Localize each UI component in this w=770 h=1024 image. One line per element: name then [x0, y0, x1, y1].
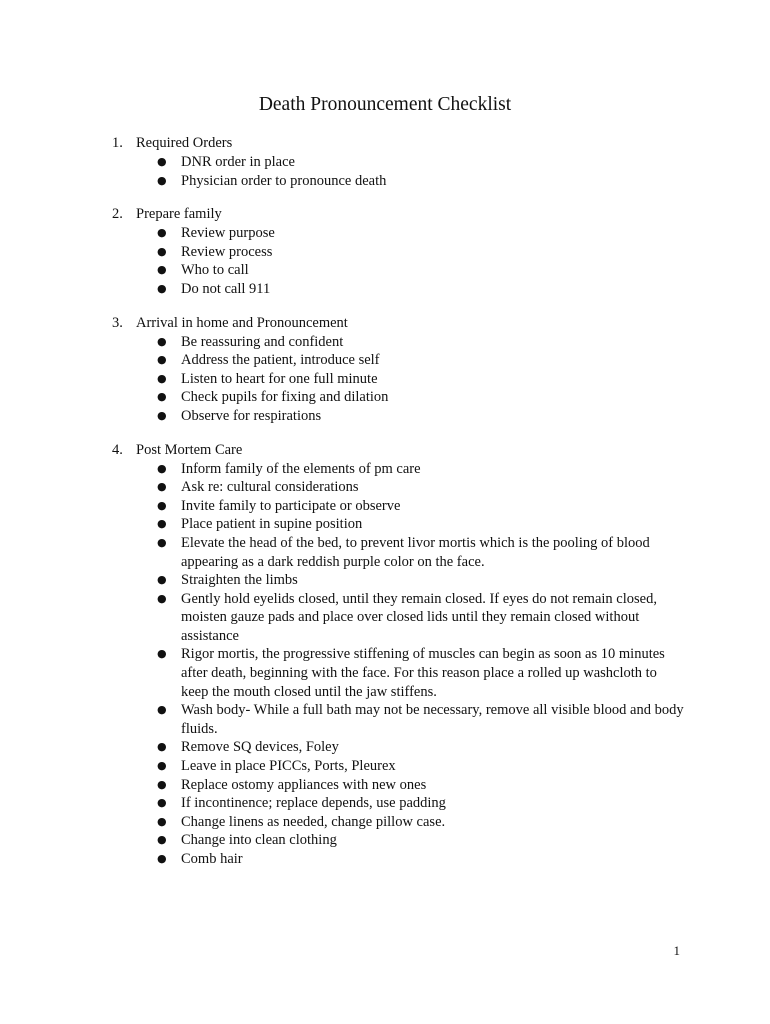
- list-item-text: Review purpose: [181, 225, 275, 242]
- list-item-text: Leave in place PICCs, Ports, Pleurex: [181, 758, 396, 775]
- checklist-section: [0, 314, 770, 426]
- checklist-section: [0, 134, 770, 190]
- page-number: 1: [673, 943, 680, 958]
- list-item: [0, 776, 770, 795]
- checklist-items: [0, 460, 770, 869]
- list-item-text: Comb hair: [181, 851, 243, 867]
- checklist-items: [0, 333, 770, 426]
- list-item: [0, 813, 770, 832]
- section-heading-text: Required Orders: [136, 135, 233, 151]
- section-heading: [0, 441, 770, 460]
- bullet-icon: ●: [157, 852, 167, 865]
- list-item-text: Wash body- While a full bath may not be necessary, remove all visible blood and body fluids.: [181, 702, 684, 737]
- list-item-text: Physician order to pronounce death: [181, 172, 387, 189]
- bullet-icon: ●: [157, 833, 167, 847]
- bullet-icon: ●: [157, 480, 167, 494]
- list-item-text: Observe for respirations: [181, 407, 322, 424]
- list-item: [0, 172, 770, 191]
- section-number: 4.: [112, 441, 123, 458]
- list-item: [0, 407, 770, 426]
- list-item: [0, 153, 770, 172]
- list-item: [0, 388, 770, 407]
- bullet-icon: ●: [157, 173, 167, 187]
- list-item-text: Change into clean clothing: [181, 832, 337, 849]
- list-item-text: Inform family of the elements of pm care: [181, 460, 421, 477]
- bullet-icon: ●: [157, 155, 167, 168]
- bullet-icon: ●: [157, 390, 167, 404]
- list-item-text: Who to call: [181, 262, 249, 279]
- list-item-text: Change linens as needed, change pillow case.: [181, 813, 446, 830]
- list-item-text: Place patient in supine position: [181, 516, 363, 533]
- section-heading: [0, 314, 770, 333]
- checklist-sections: [0, 134, 770, 884]
- list-item: [0, 831, 770, 850]
- bullet-icon: ●: [157, 408, 167, 422]
- bullet-icon: ●: [157, 226, 167, 240]
- list-item: [0, 515, 770, 534]
- bullet-icon: ●: [157, 740, 167, 754]
- list-item-text: DNR order in place: [181, 154, 295, 170]
- list-item-text: Invite family to participate or observe: [181, 497, 401, 514]
- list-item: [0, 850, 770, 869]
- list-item: [0, 280, 770, 299]
- list-item: [0, 757, 770, 776]
- list-item: [0, 224, 770, 243]
- list-item-text: Rigor mortis, the progressive stiffening of muscles can begin as soon as 10 minutes after death, beginning with the face. For this reason place a rolled up washcloth to keep the mouth closed until the jaw stiffens.: [181, 646, 665, 700]
- bullet-icon: ●: [157, 281, 167, 295]
- list-item-text: Gently hold eyelids closed, until they remain closed. If eyes do not remain closed, moisten gauze pads and place over closed lids until they remain closed without assistance: [181, 590, 657, 644]
- list-item-text: Remove SQ devices, Foley: [181, 739, 339, 756]
- list-item: [0, 243, 770, 262]
- bullet-icon: ●: [157, 353, 167, 367]
- section-heading: [0, 205, 770, 224]
- bullet-icon: ●: [157, 498, 167, 512]
- list-item: [0, 370, 770, 389]
- list-item: [0, 333, 770, 352]
- list-item: [0, 738, 770, 757]
- list-item-text: Listen to heart for one full minute: [181, 370, 378, 387]
- list-item: [0, 460, 770, 479]
- bullet-icon: ●: [157, 244, 167, 258]
- bullet-icon: ●: [157, 777, 167, 791]
- list-item: [0, 497, 770, 516]
- checklist-section: [0, 205, 770, 298]
- section-heading-text: Arrival in home and Pronouncement: [136, 314, 348, 331]
- list-item: [0, 534, 770, 571]
- section-number: 3.: [112, 314, 123, 331]
- checklist-items: [0, 224, 770, 298]
- bullet-icon: ●: [157, 591, 167, 605]
- list-item-text: Do not call 911: [181, 280, 271, 297]
- list-item-text: Address the patient, introduce self: [181, 352, 380, 369]
- list-item: [0, 478, 770, 497]
- list-item: [0, 261, 770, 280]
- section-heading-text: Prepare family: [136, 206, 222, 223]
- bullet-icon: ●: [157, 535, 167, 549]
- list-item-text: If incontinence; replace depends, use padding: [181, 795, 446, 812]
- bullet-icon: ●: [157, 263, 167, 277]
- list-item-text: Elevate the head of the bed, to prevent livor mortis which is the pooling of blood appearing as a dark reddish purple color on the face.: [181, 534, 650, 570]
- section-heading: [0, 134, 770, 153]
- bullet-icon: ●: [157, 647, 167, 661]
- section-number: 2.: [112, 206, 123, 223]
- list-item: [0, 645, 770, 701]
- list-item: [0, 590, 770, 646]
- list-item: [0, 701, 770, 738]
- bullet-icon: ●: [157, 759, 167, 773]
- list-item-text: Ask re: cultural considerations: [181, 479, 359, 496]
- list-item-text: Review process: [181, 243, 273, 260]
- bullet-icon: ●: [157, 461, 167, 475]
- document-title: Death Pronouncement Checklist: [258, 94, 512, 115]
- bullet-icon: ●: [157, 371, 167, 385]
- bullet-icon: ●: [157, 573, 167, 587]
- list-item: [0, 794, 770, 813]
- list-item-text: Check pupils for fixing and dilation: [181, 389, 389, 406]
- bullet-icon: ●: [157, 334, 167, 348]
- section-number: 1.: [112, 135, 123, 151]
- bullet-icon: ●: [157, 814, 167, 828]
- list-item: [0, 571, 770, 590]
- bullet-icon: ●: [157, 517, 167, 531]
- list-item-text: Straighten the limbs: [181, 572, 298, 589]
- checklist-section: [0, 441, 770, 869]
- bullet-icon: ●: [157, 796, 167, 810]
- list-item: [0, 351, 770, 370]
- section-heading-text: Post Mortem Care: [136, 441, 243, 458]
- list-item-text: Be reassuring and confident: [181, 333, 344, 350]
- bullet-icon: ●: [157, 703, 167, 717]
- checklist-items: [0, 153, 770, 190]
- list-item-text: Replace ostomy appliances with new ones: [181, 776, 427, 793]
